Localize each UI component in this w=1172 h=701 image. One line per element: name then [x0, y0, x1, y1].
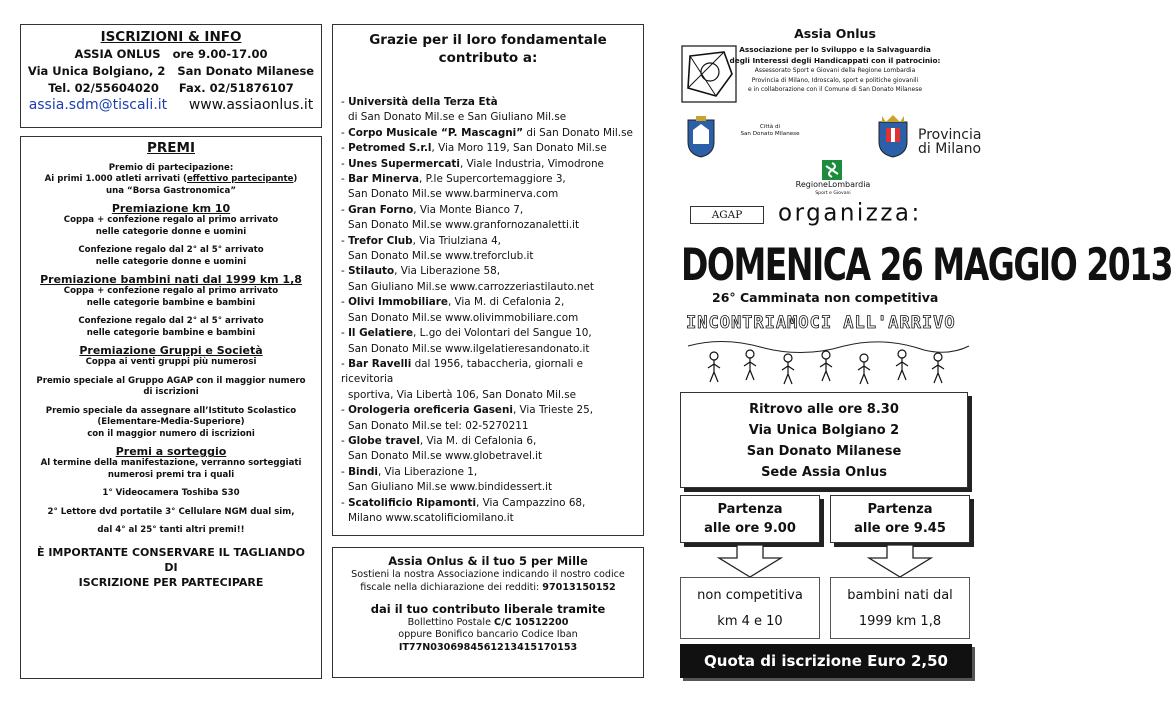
regione-lombardia-icon [820, 160, 844, 180]
cinque-line: fiscale nella dichiarazione dei redditi: 97013150152 [360, 581, 616, 593]
iban: IT77N0306984561213415170153 [398, 642, 578, 654]
premi-intro1: Premio di partecipazione: [108, 162, 234, 173]
category-children-box: bambini nati dal 1999 km 1,8 [830, 577, 970, 639]
sponsors-title: Grazie per il loro fondamentale contributo a: [369, 32, 607, 66]
km10-title: Premiazione km 10 [111, 202, 231, 216]
premi-intro2: Ai primi 1.000 atleti arrivati (effettivo partecipante) [44, 174, 298, 185]
arrow-down-icon [865, 544, 935, 578]
km10-line: nelle categorie donne e uomini [95, 226, 247, 237]
sponsor-item: - Bar Minerva, P.le Supercortemaggiore 3, San Donato Mil.se www.barminerva.com [341, 173, 566, 201]
sponsor-item: - Petromed S.r.l, Via Moro 119, San Donato Mil.se [341, 142, 607, 155]
cinque-per-mille-box [332, 547, 644, 678]
arrow-down-icon [715, 544, 785, 578]
cinque-line: Bollettino Postale C/C 10512200 [407, 616, 569, 628]
premi-intro3: una “Borsa Gastronomica” [106, 185, 236, 196]
sponsor-item: - Corpo Musicale “P. Mascagni” di San Donato Mil.se [341, 126, 633, 139]
info-box [20, 24, 322, 128]
assia-title: Assia Onlus [794, 26, 876, 41]
cinque-line: Sostieni la nostra Associazione indicando il nostro codice [351, 569, 625, 580]
km10-line: Confezione regalo dal 2° al 5° arrivato [78, 245, 264, 256]
partenza-2-box: Partenza alle ore 9.45 [830, 495, 970, 543]
category-competitive-box: non competitiva km 4 e 10 [680, 577, 820, 639]
ritrovo-box: Ritrovo alle ore 8.30 Via Unica Bolgiano 2 San Donato Milanese Sede Assia Onlus [680, 392, 968, 488]
bimbi-line: nelle categorie bambine e bambini [86, 297, 256, 308]
sponsor-item: - Trefor Club, Via Triulziana 4, San Donato Mil.se www.treforclub.it [341, 234, 534, 263]
premi-title: PREMI [147, 140, 195, 156]
sponsor-item: - Stilauto, Via Liberazione 58, San Giuliano Mil.se www.carrozzeriastilauto.net [341, 265, 594, 293]
gruppi-title: Premiazione Gruppi e Società [79, 344, 263, 358]
sorteggio-title: Premi a sorteggio [115, 445, 227, 459]
gruppi-line: (Elementare-Media-Superiore) [97, 417, 245, 428]
assia-subtitle: Associazione per lo Sviluppo e la Salvaguardia degli Interessi degli Handicappati con il patrocinio: [729, 45, 941, 65]
gruppi-line: di iscrizioni [143, 387, 199, 398]
sponsor-list [341, 95, 635, 526]
premi-footer: È IMPORTANTE CONSERVARE IL TAGLIANDO DI ISCRIZIONE PER PARTECIPARE [36, 546, 306, 590]
patrocinio: Assessorato Sport e Giovani della Regione Lombardia Provincia di Milano, Idroscalo, sport e politiche giovanili e in collaborazione con il Comune di San Donato Milanese [747, 67, 923, 94]
cinque-title2: dai il tuo contributo liberale tramite [370, 601, 606, 616]
cinque-title: Assia Onlus & il tuo 5 per Mille [388, 554, 588, 568]
gruppi-line: Coppa ai venti gruppi più numerosi [85, 356, 257, 367]
agap-badge: AGAP [690, 206, 764, 224]
km10-line: nelle categorie donne e uomini [95, 256, 247, 267]
email-link[interactable]: assia.sdm@tiscali.it [28, 97, 168, 113]
sorteggio-line: Al termine della manifestazione, verranno sorteggiati [40, 458, 302, 469]
sponsor-item: - Orologeria oreficeria Gaseni, Via Trieste 25, San Donato Mil.se tel: 02-5270211 [341, 404, 594, 432]
gruppi-line: Premio speciale al Gruppo AGAP con il maggior numero [36, 375, 306, 386]
sponsor-item: - Unes Supermercati, Viale Industria, Vimodrone [341, 157, 604, 170]
sponsor-item: - Globe travel, Via M. di Cefalonia 6, San Donato Mil.se www.globetravel.it [341, 434, 543, 463]
sorteggio-line: 1° Videocamera Toshiba S30 [102, 488, 240, 499]
info-line1: ASSIA ONLUS ore 9.00-17.00 [74, 47, 268, 61]
san-donato-crest-icon [684, 116, 718, 158]
sponsor-item: - Bar Ravelli dal 1956, tabaccheria, giornali e ricevitoria sportiva, Via Libertà 106, San Donato Mil.se [341, 357, 584, 401]
partenza-1-box: Partenza alle ore 9.00 [680, 495, 820, 543]
sponsor-item: - Scatolificio Ripamonti, Via Campazzino 68, Milano www.scatolificiomilano.it [341, 496, 586, 524]
premi-box [20, 136, 322, 679]
provincia-label: Provincia di Milano [918, 127, 982, 157]
sponsors-box [332, 24, 644, 536]
event-subtitle: 26° Camminata non competitiva [712, 290, 939, 305]
event-date: DOMENICA 26 MAGGIO 2013 [681, 238, 1172, 291]
info-title: ISCRIZIONI & INFO [100, 29, 242, 45]
organizza-label: organizza: [778, 199, 922, 227]
km10-line: Coppa + confezione regalo al primo arrivato [63, 214, 279, 225]
sponsor-item: - Gran Forno, Via Monte Bianco 7, San Donato Mil.se www.granfornozanaletti.it [341, 203, 580, 232]
sponsor-item: - Bindi, Via Liberazione 1, San Giuliano Mil.se www.bindidessert.it [341, 465, 553, 494]
bimbi-line: Coppa + confezione regalo al primo arrivato [63, 285, 279, 296]
sponsor-item: - Il Gelatiere, L.go dei Volontari del Sangue 10, San Donato Mil.se www.ilgelatieresandonato.it [341, 327, 592, 355]
regione-sub: Sport e Giovani [815, 191, 851, 196]
sorteggio-line: dal 4° al 25° tanti altri premi!! [97, 525, 245, 536]
website-link[interactable]: www.assiaonlus.it [188, 97, 314, 113]
cinque-line: oppure Bonifico bancario Codice Iban [398, 629, 578, 641]
provincia-crest-icon [876, 114, 910, 158]
quota-banner: Quota di iscrizione Euro 2,50 [680, 644, 972, 678]
drawing-text: INCONTRIAMOCI ALL'ARRIVO [686, 313, 956, 333]
sponsor-item: - Olivi Immobiliare, Via M. di Cefalonia 2, San Donato Mil.se www.olivimmobiliare.com [341, 296, 579, 324]
bimbi-title: Premiazione bambini nati dal 1999 km 1,8 [40, 273, 302, 287]
sponsor-item: - Università della Terza Età di San Donato Mil.se e San Giuliano Mil.se [341, 96, 567, 124]
regione-label: RegioneLombardia [795, 180, 871, 189]
info-line3: Tel. 02/55604020 Fax. 02/51876107 [48, 81, 294, 95]
bimbi-line: Confezione regalo dal 2° al 5° arrivato [78, 316, 264, 327]
sorteggio-line: 2° Lettore dvd portatile 3° Cellulare NGM dual sim, [47, 506, 295, 517]
bimbi-line: nelle categorie bambine e bambini [86, 327, 256, 338]
info-line2: Via Unica Bolgiano, 2 San Donato Milanese [27, 64, 315, 78]
gruppi-line: con il maggior numero di iscrizioni [87, 428, 255, 439]
gruppi-line: Premio speciale da assegnare all’Istituto Scolastico [45, 405, 297, 416]
sorteggio-line: numerosi premi tra i quali [107, 469, 235, 480]
citta-label: Città di San Donato Milanese [740, 124, 800, 137]
walkers-drawing [684, 306, 976, 388]
